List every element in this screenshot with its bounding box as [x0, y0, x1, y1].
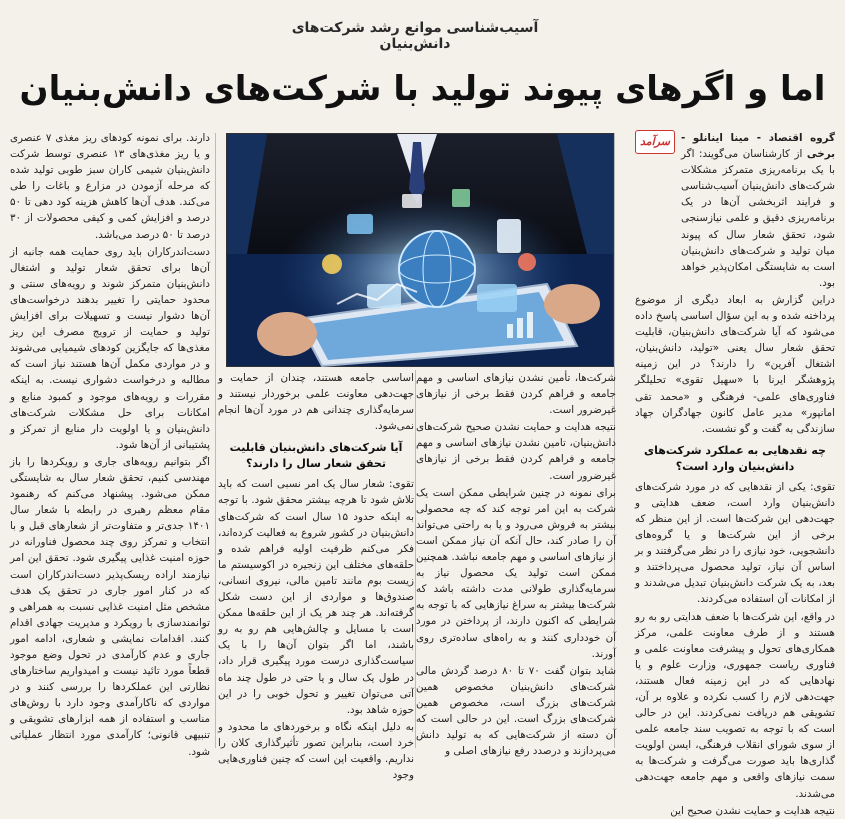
paragraph: در واقع، این شرکت‌ها با ضعف هدایتی رو به رو هستند و از طرف معاونت علمی، مرکز همکاری‌های تحول و پیشرفت معاونت علمی و فناوری ریاست جمهوری، وزارت علوم و یا نهادهایی که در این زمینه فعال هستند، جهت‌دهی لازم را کسب نکرده و علاوه بر آن، تشویقی هم دریافت نمی‌کردند. این در حالی است که با توجه به تصویب سند جامعه علمی از سوی شورای انقلاب فرهنگی، ایسن اولویت گذاری‌ها باید صورت می‌گرفت و شرکت‌ها به سمت نیازهای واقعی و مهم جامعه جهت‌دهی می‌شدند. [635, 610, 835, 800]
paragraph: برای نمونه در چنین شرایطی ممکن است یک شرکت به این امر توجه کند که چه محصولی بیشتر به فروش می‌رود و یا به راحتی می‌تواند آن را صادر کند، حال آنکه آن نیاز ممکن است از نیازهای اساسی و مهم جامعه نباشد. همچنین ممکن است تولید یک محصول نیاز به سرمایه‌گذاری طولانی مدت داشته باشد که شرکت‌ها بیشتر به سراغ نیازهایی که با توجه به شرایطی که اکنون دارند، از پرداختن در مورد آن خودداری کنند و به راه‌های ساده‌تری روی آورند. [416, 486, 616, 660]
paragraph: اگر بتوانیم رویه‌های جاری و رویکردها را باز مهندسی کنیم، تحقق شعار سال به شایستگی ممکن می‌شود. پیشنهاد می‌کنم که رهنمود مقام معظم رهبری در رابطه با شعار سال ۱۴۰۱ جدی‌تر و متفاوت‌تر از شعارهای قبل و با انتخاب و تمرکز روی چند محصول فناورانه در حوزه امنیت غذایی پیگیری شود. تحقق این امر نیازمند اراده ریسک‌پذیر دست‌اندرکاران است که در کنار امور جاری در تحقق یک هدف مشخص مثل امنیت غذایی نسبت به همراهی و توانمندسازی با رویکرد و مدیریت جهادی اقدام کنند. اقدامات نمایشی و شعاری، ادامه امور جاری و عدم کارآمدی در تحول وضع موجود قطعاً مورد تائید نیست و امیدواریم ساختارهای نظارتی این عملکردها را بررسی کنند و در مواردی که ناکارآمدی وجود دارد با روش‌های مناسب و استفاده از همه ابزارهای تشویقی و تنبیهی قانونی؛ کارآمدی مورد انتظار عملیاتی شود. [10, 455, 210, 758]
paragraph: شاید بتوان گفت ۷۰ تا ۸۰ درصد گردش مالی شرکت‌های دانش‌بنیان مخصوص همین شرکت‌های بزرگ است، مخصوص همین شرکت‌های بزرگ است. این در حالی است که آن دسته از شرکت‌هایی که به تولید دانش می‌پردازند و درصدد رفع نیازهای اصلی و [416, 664, 616, 758]
paragraph: اساسی جامعه هستند، چندان از حمایت و جهت‌دهی معاونت علمی برخوردار نیستند و سرمایه‌گذاری چندانی هم در مورد آن‌ها انجام نمی‌شود. [218, 372, 414, 433]
column-divider [215, 133, 216, 748]
column-left [10, 130, 211, 758]
column-right [635, 130, 835, 817]
paragraph: دست‌اندرکاران باید روی حمایت همه جانبه از آن‌ها برای تحقق شعار تولید و اشتغال دانش‌بنیان متمرکز شوند و رویه‌های سنتی و محدود حمایتی را تغییر بدهند درخواست‌های آن‌ها دشوار نیست و تسهیلات برای افزایش تولید و حمایت از ترویج مصرف این ریز مغذی‌ها که جایگزین کودهای شیمیایی می‌شوند و در مواردی مکمل آن‌ها هستند نیاز است که مطالبه و درخواست دشواری نیست. به اینکه مقررات و رویه‌های موجود و کمبود منابع و امکانات برای حل مشکلات شرکت‌های دانش‌بنیان و یا اولویت دار منابع از تمرکز و پشتیبانی از آن‌ها شود. [10, 245, 210, 451]
paragraph: از کارشناسان می‌گویند: اگر با یک برنامه‌ریزی متمرکز مشکلات شرکت‌های دانش‌بنیان آسیب‌شناسی و فرایند اثربخشی آن‌ها در یک برنامه‌ریزی دقیق و علمی نیازسنجی شود، تحقق شعار سال که پیوند میان تولید و شرکت‌های دانش‌بنیان است به شایستگی امکان‌پذیر خواهد بود. [681, 148, 835, 289]
paragraph: به دلیل اینکه نگاه و برخوردهای ما محدود و خرد است، بنابراین تصور تأثیرگذاری کلان را نداریم. واقعیت این است که چنین فناوری‌هایی وجود [218, 720, 414, 782]
article-photo [226, 133, 614, 367]
subheading: چه نقدهایی به عملکرد شرکت‌های دانش‌بنیان وارد است؟ [644, 443, 826, 473]
paragraph: شرکت‌ها، تأمین نشدن نیازهای اساسی و مهم جامعه و فراهم کردن فقط برخی از نیازهای غیرضرور است. [416, 372, 616, 417]
byline: گروه اقتصاد - مینا اینانلو - برخی [681, 132, 835, 161]
businessman-tablet-illustration [227, 134, 613, 366]
subheading: آیا شرکت‌های دانش‌بنیان قابلیت تحقق شعار سال را دارند؟ [229, 441, 403, 471]
paragraph: نتیجه هدایت و حمایت نشدن صحیح شرکت‌های دانش‌بنیان، تامین نشدن نیازهای اساسی و مهم جامعه و فراهم کردن فقط برخی از نیازهای غیرضرور است. [416, 421, 616, 482]
column-middle-right [416, 370, 616, 758]
paragraph: تقوی: یکی از نقدهایی که در مورد شرکت‌های دانش‌بنیان وارد است، ضعف هدایتی و جهت‌دهی این شرکت‌ها است. از این منظر که برخی از این شرکت‌ها و یا گروه‌های دانشجویی، خود نیازی را در نظر می‌گرفتند و بر اساس آن نیاز، تولید محصول می‌پرداختند و بعد، به یک شرکت دانش‌بنیان تبدیل می‌شدند و از امکانات آن استفاده می‌کردند. [635, 480, 835, 606]
newspaper-logo: سرآمد [635, 130, 675, 154]
column-middle-left [218, 370, 415, 782]
paragraph: نتیجه هدایت و حمایت نشدن صحیح این [670, 804, 835, 817]
kicker: آسیب‌شناسی موانع رشد شرکت‌های دانش‌بنیان [291, 20, 539, 52]
headline: اما و اگرهای پیوند تولید با شرکت‌های دانش‌بنیان [19, 69, 826, 109]
paragraph: دارند. برای نمونه کودهای ریز مغذی ۷ عنصری و یا ریز مغذی‌های ۱۳ عنصری توسط شرکت دانش‌بنیان شیمی کاران سبز طوبی تولید شده که مرحله آزمودن در مزارع و باغات را طی می‌کند. هدف آن‌ها کاهش هزینه کود دهی تا ۵۰ درصد و افزایش کمی و کیفی محصولات از ۳۰ درصد تا ۵۰ درصد می‌باشد. [10, 132, 211, 241]
paragraph: دراین گزارش به ابعاد دیگری از موضوع پرداخته شده و به این سؤال اساسی پاسخ داده می‌شود که آیا شرکت‌های دانش‌بنیان، قابلیت تحقق شعار سال یعنی «تولید، دانش‌بنیان، اشتغال آفرین» را دارند؟ در این زمینه پژوهشگر ایرنا با «سهیل تقوی» تحلیلگر فناوری‌های علمی- فرهنگی و «محمد تقی امانپور» مدیر عامل کانون جهادگران جهاد سازندگی به گفت و گو نشست. [635, 293, 835, 435]
paragraph: تقوی: شعار سال یک امر نسبی است که باید تلاش شود تا هرچه بیشتر محقق شود. با توجه به اینکه حدود ۱۵ سال است که شرکت‌های دانش‌بنیان در کشور شروع به فعالیت کرده‌اند، فکر می‌کنم ظرفیت اولیه فراهم شده و حلقه‌های مختلف این زنجیره در اکوسیستم ما زیست بوم مانند تامین مالی، نیروی انسانی، صندوق‌ها و مواردی از این دست شکل گرفته‌اند. هر چند هر یک از این حلقه‌ها ممکن است با مسایل و چالش‌هایی هم رو به رو باشند، اما اگر بتوان آن‌ها را با یک سیاست‌گذاری درست مورد پیگیری قرار داد، در طول یک سال و یا حتی در طول چند ماه آتی می‌توان تغییر و تحول خوبی را در این حوزه شاهد بود. [218, 478, 415, 716]
